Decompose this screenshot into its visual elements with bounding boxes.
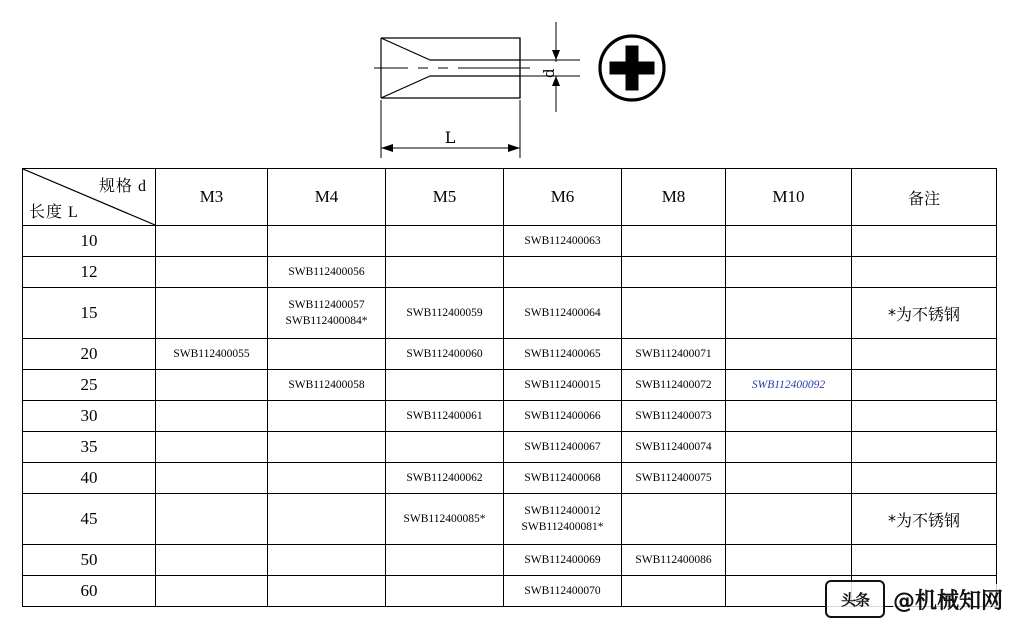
part-code-cell bbox=[622, 370, 726, 401]
part-code-cell bbox=[504, 288, 622, 339]
column-header-m10: M10 bbox=[726, 169, 852, 226]
part-code-cell bbox=[268, 545, 386, 576]
part-code-cell bbox=[622, 576, 726, 607]
part-code-cell bbox=[268, 463, 386, 494]
table-row bbox=[23, 226, 997, 257]
part-code-cell bbox=[386, 545, 504, 576]
part-code-cell bbox=[268, 257, 386, 288]
row-length-cell: 20 bbox=[23, 339, 156, 370]
watermark-logo: 头条 bbox=[825, 580, 885, 618]
part-code: SWB112400060 bbox=[406, 348, 483, 360]
part-code-cell bbox=[268, 288, 386, 339]
part-code: SWB112400059 bbox=[406, 307, 483, 319]
part-code: SWB112400092 bbox=[751, 379, 826, 391]
screw-drawing-svg bbox=[0, 0, 1017, 165]
corner-length-label: 长度 L bbox=[29, 204, 79, 221]
part-code-cell bbox=[726, 545, 852, 576]
part-code-cell bbox=[504, 339, 622, 370]
row-length-cell: 30 bbox=[23, 401, 156, 432]
part-code: SWB112400075 bbox=[635, 472, 712, 484]
remark-cell bbox=[852, 545, 997, 576]
table-row bbox=[23, 288, 997, 339]
part-code-cell bbox=[726, 401, 852, 432]
part-code: SWB112400084* bbox=[285, 315, 368, 327]
part-code-cell bbox=[386, 288, 504, 339]
table-row bbox=[23, 545, 997, 576]
table-row bbox=[23, 432, 997, 463]
column-header-m3: M3 bbox=[156, 169, 268, 226]
part-code: SWB112400056 bbox=[288, 266, 365, 278]
part-code-cell bbox=[622, 432, 726, 463]
part-code-cell bbox=[504, 494, 622, 545]
column-header-m6: M6 bbox=[504, 169, 622, 226]
part-code: SWB112400063 bbox=[524, 235, 601, 247]
part-code-cell bbox=[726, 257, 852, 288]
remark-cell: *为不锈钢 bbox=[852, 288, 997, 339]
remark-cell bbox=[852, 257, 997, 288]
table-row bbox=[23, 494, 997, 545]
part-code: SWB112400012 bbox=[524, 505, 601, 517]
part-code-cell bbox=[622, 494, 726, 545]
watermark bbox=[825, 580, 1003, 618]
part-code-cell bbox=[726, 494, 852, 545]
part-code-cell bbox=[156, 370, 268, 401]
part-code-cell bbox=[268, 432, 386, 463]
part-code-cell bbox=[268, 576, 386, 607]
corner-spec-label: 规格 d bbox=[98, 178, 147, 195]
part-code-cell bbox=[504, 226, 622, 257]
part-code-cell bbox=[504, 370, 622, 401]
part-code-cell bbox=[156, 401, 268, 432]
table-header-row bbox=[23, 169, 997, 226]
row-length-cell: 35 bbox=[23, 432, 156, 463]
part-code: SWB112400055 bbox=[173, 348, 250, 360]
part-code-cell bbox=[156, 288, 268, 339]
part-code-cell bbox=[386, 432, 504, 463]
part-code-cell bbox=[386, 339, 504, 370]
part-code-cell bbox=[156, 463, 268, 494]
part-code: SWB112400069 bbox=[524, 554, 601, 566]
row-length-cell: 40 bbox=[23, 463, 156, 494]
part-code-cell bbox=[268, 401, 386, 432]
part-code-cell bbox=[156, 226, 268, 257]
row-length-cell: 15 bbox=[23, 288, 156, 339]
part-code-cell bbox=[504, 401, 622, 432]
part-code-cell bbox=[622, 257, 726, 288]
specification-table bbox=[22, 168, 997, 607]
part-code-cell bbox=[622, 401, 726, 432]
column-header-m5: M5 bbox=[386, 169, 504, 226]
part-code: SWB112400070 bbox=[524, 585, 601, 597]
part-code: SWB112400086 bbox=[635, 554, 712, 566]
part-code-cell bbox=[726, 463, 852, 494]
part-code: SWB112400061 bbox=[406, 410, 483, 422]
row-length-cell: 12 bbox=[23, 257, 156, 288]
part-code-cell bbox=[268, 339, 386, 370]
part-code-cell bbox=[156, 494, 268, 545]
table-row bbox=[23, 339, 997, 370]
part-code-cell bbox=[622, 226, 726, 257]
part-code-cell bbox=[386, 576, 504, 607]
table-row bbox=[23, 401, 997, 432]
part-code-cell bbox=[386, 370, 504, 401]
table-row bbox=[23, 370, 997, 401]
remark-cell bbox=[852, 401, 997, 432]
column-header-m4: M4 bbox=[268, 169, 386, 226]
part-code: SWB112400068 bbox=[524, 472, 601, 484]
part-code-cell bbox=[504, 576, 622, 607]
part-code-cell bbox=[156, 545, 268, 576]
row-length-cell: 60 bbox=[23, 576, 156, 607]
part-code-cell bbox=[386, 257, 504, 288]
part-code-cell bbox=[622, 545, 726, 576]
part-code-cell bbox=[504, 432, 622, 463]
part-code: SWB112400071 bbox=[635, 348, 712, 360]
row-length-cell: 25 bbox=[23, 370, 156, 401]
row-length-cell: 50 bbox=[23, 545, 156, 576]
part-code: SWB112400065 bbox=[524, 348, 601, 360]
table-row bbox=[23, 257, 997, 288]
part-code: SWB112400074 bbox=[635, 441, 712, 453]
screw-technical-drawing bbox=[0, 0, 1017, 165]
part-code-cell bbox=[386, 494, 504, 545]
part-code-cell bbox=[622, 463, 726, 494]
remark-cell bbox=[852, 226, 997, 257]
dimension-d bbox=[520, 22, 580, 112]
part-code-cell bbox=[622, 288, 726, 339]
part-code: SWB112400073 bbox=[635, 410, 712, 422]
part-code-cell bbox=[386, 226, 504, 257]
part-code-cell bbox=[726, 432, 852, 463]
remark-cell bbox=[852, 432, 997, 463]
part-code-cell bbox=[622, 339, 726, 370]
part-code: SWB112400062 bbox=[406, 472, 483, 484]
part-code-cell bbox=[268, 494, 386, 545]
row-length-cell: 10 bbox=[23, 226, 156, 257]
part-code-cell bbox=[156, 432, 268, 463]
part-code-cell bbox=[504, 463, 622, 494]
part-code-cell bbox=[386, 401, 504, 432]
phillips-cross-icon bbox=[600, 36, 664, 100]
part-code: SWB112400066 bbox=[524, 410, 601, 422]
remark-cell bbox=[852, 339, 997, 370]
table-corner-header bbox=[23, 169, 156, 226]
part-code: SWB112400072 bbox=[635, 379, 712, 391]
part-code-cell bbox=[268, 226, 386, 257]
dimension-L-label: L bbox=[444, 128, 456, 147]
part-code-cell bbox=[726, 288, 852, 339]
part-code: SWB112400058 bbox=[288, 379, 365, 391]
part-code-cell bbox=[726, 226, 852, 257]
column-header-m8: M8 bbox=[622, 169, 726, 226]
table-body bbox=[23, 226, 997, 607]
remark-cell bbox=[852, 370, 997, 401]
part-code: SWB112400057 bbox=[288, 299, 365, 311]
part-code-cell bbox=[504, 545, 622, 576]
part-code: SWB112400081* bbox=[521, 521, 604, 533]
part-code-cell bbox=[386, 463, 504, 494]
part-code-cell bbox=[726, 370, 852, 401]
part-code-cell bbox=[504, 257, 622, 288]
dimension-d-label: d bbox=[540, 68, 558, 78]
part-code-cell bbox=[726, 339, 852, 370]
part-code: SWB112400064 bbox=[524, 307, 601, 319]
remark-cell: *为不锈钢 bbox=[852, 494, 997, 545]
part-code: SWB112400067 bbox=[524, 441, 601, 453]
row-length-cell: 45 bbox=[23, 494, 156, 545]
part-code-cell bbox=[156, 339, 268, 370]
remark-cell bbox=[852, 463, 997, 494]
part-code-cell bbox=[156, 576, 268, 607]
watermark-text: @机械知网 bbox=[893, 584, 1003, 615]
part-code: SWB112400015 bbox=[524, 379, 601, 391]
table-row bbox=[23, 463, 997, 494]
part-code-cell bbox=[156, 257, 268, 288]
part-code-cell bbox=[268, 370, 386, 401]
column-header-remark: 备注 bbox=[852, 169, 997, 226]
part-code: SWB112400085* bbox=[403, 513, 486, 525]
